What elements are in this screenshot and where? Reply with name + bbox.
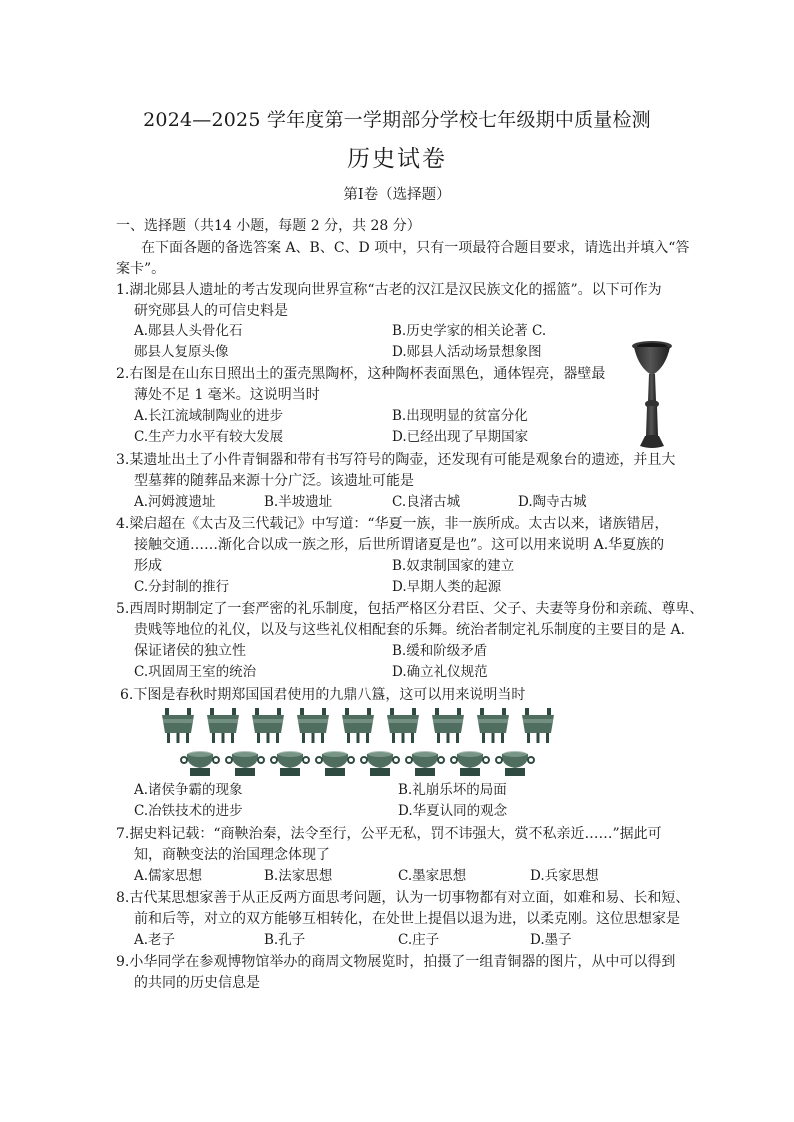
question-1-stem-cont: 研究郧县人的可信史料是 — [134, 303, 288, 319]
ding-vessel — [477, 708, 509, 743]
question-1-option-a: A.郧县人头骨化石 — [134, 323, 243, 339]
gui-vessel — [316, 751, 354, 776]
question-2-option-a: A.长江流域制陶业的进步 — [134, 408, 284, 424]
question-3-option-d: D.陶寺古城 — [518, 494, 587, 510]
question-8-option-d: D.墨子 — [530, 932, 572, 948]
question-5-option-b: B.缓和阶级矛盾 — [392, 643, 488, 659]
question-2-stem: 2.右图是在山东日照出土的蛋壳黑陶杯，这种陶杯表面黑色，通体锃亮，器壁最 — [116, 366, 606, 382]
question-6-option-d: D.华夏认同的观念 — [398, 803, 508, 819]
question-6-option-a: A.诸侯争霸的现象 — [134, 782, 243, 798]
question-5-option-c: C.巩固周王室的统治 — [134, 664, 257, 680]
gui-vessel — [271, 751, 309, 776]
black-pottery-cup-image — [628, 340, 676, 452]
exam-title: 2024—2025 学年度第一学期部分学校七年级期中质量检测 — [143, 109, 651, 131]
section-heading: 一、选择题（共14 小题，每题 2 分，共 28 分） — [116, 218, 421, 234]
question-3-option-a: A.河姆渡遗址 — [134, 494, 216, 510]
question-1-option-d: D.郧县人活动场景想象图 — [392, 344, 542, 360]
part-title: 第Ⅰ卷（选择题） — [343, 187, 451, 203]
ding-vessel — [342, 708, 374, 743]
question-6-option-b: B.礼崩乐坏的局面 — [398, 782, 507, 798]
gui-vessel — [406, 751, 444, 776]
ding-vessel — [297, 708, 329, 743]
question-3-option-b: B.半坡遗址 — [264, 494, 333, 510]
ding-vessel — [207, 708, 239, 743]
question-9-stem-cont: 的共同的历史信息是 — [134, 975, 260, 991]
question-4-stem-cont-2: 形成 — [134, 558, 162, 574]
ding-vessel — [432, 708, 464, 743]
gui-vessel — [181, 751, 219, 776]
question-3-option-c: C.良渚古城 — [392, 494, 461, 510]
question-3-stem: 3.某遗址出土了小件青铜器和带有书写符号的陶壶，还发现有可能是观象台的遗迹，并且大 — [116, 452, 676, 468]
gui-vessel — [361, 751, 399, 776]
question-8-stem: 8.古代某思想家善于从正反两方面思考问题，认为一切事物都有对立面，如难和易、长和短、 — [116, 890, 690, 906]
question-6-option-c: C.冶铁技术的进步 — [134, 803, 243, 819]
question-1-stem: 1.湖北郧县人遗址的考古发现向世界宣称“古老的汉江是汉民族文化的摇篮”。以下可作为 — [116, 282, 662, 298]
question-4-option-d: D.早期人类的起源 — [392, 579, 502, 595]
question-5-stem-cont: 贵贱等地位的礼仪，以及与这些礼仪相配套的乐舞。统治者制定礼乐制度的主要目的是 A. — [134, 622, 686, 638]
gui-vessel — [226, 751, 264, 776]
instruction-line-2: 案卡”。 — [116, 261, 166, 277]
question-5-option-d: D.确立礼仪规范 — [392, 664, 488, 680]
ding-vessel — [387, 708, 419, 743]
question-6-stem: 6.下图是春秋时期郑国国君使用的九鼎八簋，这可以用来说明当时 — [120, 687, 526, 703]
question-4-option-c: C.分封制的推行 — [134, 579, 230, 595]
question-1-option-c: 郧县人复原头像 — [134, 344, 229, 360]
question-3-stem-cont: 型墓葬的随葬品来源十分广泛。该遗址可能是 — [134, 473, 414, 489]
question-7-stem-cont: 知，商鞅变法的治国理念体现了 — [134, 847, 330, 863]
question-8-option-c: C.庄子 — [398, 932, 440, 948]
question-7-option-a: A.儒家思想 — [134, 868, 203, 884]
question-2-stem-cont: 薄处不足 1 毫米。这说明当时 — [134, 387, 320, 403]
ding-vessel — [162, 708, 194, 743]
question-4-stem-cont: 接触交通……渐化合以成一族之形，后世所谓诸夏是也”。这可以用来说明 A.华夏族的 — [134, 537, 665, 553]
nine-ding-eight-gui-image — [158, 706, 558, 780]
question-8-option-a: A.老子 — [134, 932, 176, 948]
question-5-stem-cont-2: 保证诸侯的独立性 — [134, 643, 246, 659]
question-1-option-b: B.历史学家的相关论著 C. — [392, 323, 547, 339]
ding-vessel — [522, 708, 554, 743]
instruction-line-1: 在下面各题的备选答案 A、B、C、D 项中，只有一项最符合题目要求，请选出并填入“答 — [141, 240, 690, 256]
question-2-option-c: C.生产力水平有较大发展 — [134, 429, 284, 445]
question-2-option-d: D.已经出现了早期国家 — [392, 429, 529, 445]
question-9-stem: 9.小华同学在参观博物馆举办的商周文物展览时，拍摄了一组青铜器的图片，从中可以得到 — [116, 954, 676, 970]
gui-vessel — [451, 751, 489, 776]
ding-vessel — [252, 708, 284, 743]
question-2-option-b: B.出现明显的贫富分化 — [392, 408, 528, 424]
question-4-option-b: B.奴隶制国家的建立 — [392, 558, 515, 574]
question-7-stem: 7.据史料记载：“商鞅治秦，法令至行，公平无私，罚不讳强大，赏不私亲近……”据此可 — [116, 826, 662, 842]
question-7-option-c: C.墨家思想 — [398, 868, 467, 884]
question-8-option-b: B.孔子 — [264, 932, 306, 948]
question-7-option-b: B.法家思想 — [264, 868, 333, 884]
question-7-option-d: D.兵家思想 — [530, 868, 599, 884]
question-5-stem: 5.西周时期制定了一套严密的礼乐制度，包括严格区分君臣、父子、夫妻等身份和亲疏、尊卑、 — [116, 601, 704, 617]
question-8-stem-cont: 前和后等，对立的双方能够互相转化，在处世上提倡以退为进，以柔克刚。这位思想家是 — [134, 911, 680, 927]
gui-vessel — [496, 751, 534, 776]
subject-title: 历史试卷 — [347, 146, 447, 172]
question-4-stem: 4.梁启超在《太古及三代载记》中写道：“华夏一族，非一族所成。太古以来，诸族错居， — [116, 516, 669, 532]
